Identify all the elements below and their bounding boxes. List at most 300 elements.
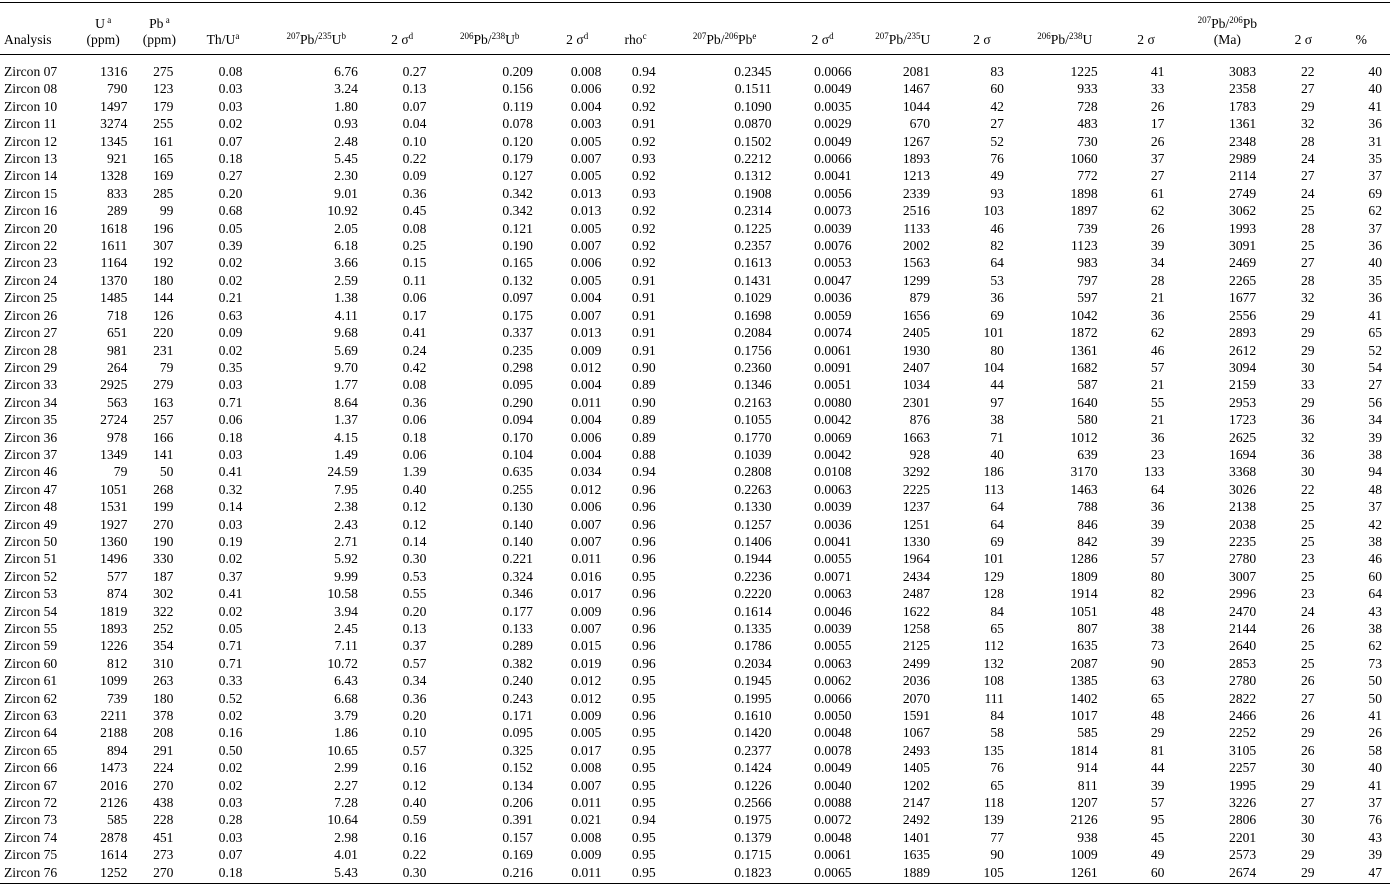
cell-rho: 0.89 <box>631 377 656 393</box>
cell-pb207pb206: 0.1335 <box>734 621 772 636</box>
table-row <box>0 376 1390 393</box>
cell-age68: 1914 <box>1070 586 1098 602</box>
cell-age76: 2989 <box>1229 151 1257 167</box>
cell-analysis: Zircon 50 <box>4 533 58 549</box>
cell-s5: 65 <box>1150 690 1165 706</box>
cell-s3: 0.0051 <box>814 377 852 393</box>
cell-s5: 64 <box>1150 481 1165 497</box>
cell-age75: 1067 <box>902 725 931 741</box>
cell-pb: 354 <box>153 638 174 654</box>
cell-analysis: Zircon 14 <box>4 168 58 184</box>
header-text: Pb/ <box>706 32 725 47</box>
cell-s2: 0.012 <box>570 481 602 497</box>
cell-pb207u235: 2.30 <box>334 168 358 184</box>
cell-age75: 876 <box>909 412 931 428</box>
cell-pb207pb206: 0.1908 <box>734 185 772 201</box>
cell-pb207pb206: 0.2084 <box>734 325 772 341</box>
cell-s2: 0.008 <box>570 64 602 79</box>
cell-pb206u238: 0.157 <box>502 829 533 845</box>
cell-age76: 2556 <box>1229 307 1257 323</box>
cell-s3: 0.0049 <box>814 760 852 776</box>
cell-s5: 26 <box>1150 98 1165 114</box>
cell-pb: 279 <box>153 377 174 393</box>
cell-s1: 0.12 <box>402 777 427 793</box>
cell-s2: 0.011 <box>547 864 607 884</box>
cell-s4: 27 <box>990 116 1004 132</box>
cell-s6: 36 <box>1300 412 1315 428</box>
cell-pb: 196 <box>153 220 174 236</box>
cell-age75: 3292 <box>902 464 931 480</box>
cell-rho: 0.89 <box>631 429 656 445</box>
cell-s1: 0.12 <box>402 516 427 532</box>
cell-s1: 0.20 <box>402 708 427 724</box>
cell-s6: 26 <box>1300 708 1315 724</box>
table-row <box>0 272 1390 289</box>
cell-thu: 0.20 <box>218 185 243 201</box>
cell-s5: 57 <box>1150 359 1165 375</box>
cell-age75: 1401 <box>902 829 931 845</box>
cell-thu: 0.27 <box>218 168 243 184</box>
cell-pb: 123 <box>153 81 174 97</box>
cell-age75: 2125 <box>902 638 931 654</box>
cell-u: 1497 <box>100 98 128 114</box>
cell-analysis: Zircon 25 <box>4 290 58 306</box>
cell-s2: 0.007 <box>570 151 602 167</box>
header-superscript: 235 <box>906 31 921 41</box>
table-row <box>0 481 1390 498</box>
cell-u: 1316 <box>100 64 128 79</box>
cell-pb206u238: 0.095 <box>502 377 533 393</box>
cell-rho: 0.91 <box>631 290 656 306</box>
cell-age68: 1017 <box>1070 708 1098 724</box>
cell-s4: 69 <box>990 533 1004 549</box>
cell-age68: 1898 <box>1070 185 1098 201</box>
cell-s4: 42 <box>990 98 1004 114</box>
cell-u: 1370 <box>100 272 128 288</box>
cell-pb: 252 <box>153 621 174 636</box>
cell-thu: 0.19 <box>218 533 243 549</box>
cell-pb207u235: 7.11 <box>334 638 358 654</box>
cell-s1: 0.40 <box>402 795 427 811</box>
cell-analysis: Zircon 47 <box>4 481 58 497</box>
cell-pb: 257 <box>153 412 174 428</box>
header-superscript: 206 <box>459 31 474 41</box>
cell-pct: 36 <box>1368 116 1382 132</box>
cell-s4: 83 <box>990 64 1004 79</box>
cell-u: 1618 <box>100 220 128 236</box>
cell-pct: 50 <box>1368 673 1382 689</box>
cell-pb207u235: 2.59 <box>334 272 358 288</box>
cell-u: 981 <box>106 342 128 358</box>
cell-s6: 28 <box>1300 272 1315 288</box>
cell-pct: 37 <box>1368 795 1382 811</box>
cell-analysis: Zircon 52 <box>4 568 58 584</box>
cell-s2: 0.007 <box>570 621 602 636</box>
cell-s4: 103 <box>983 203 1004 219</box>
cell-age76: 2348 <box>1229 133 1257 149</box>
header-superscript: 238 <box>1068 31 1083 41</box>
cell-pb207u235: 1.38 <box>334 290 358 306</box>
table-row <box>0 55 1390 81</box>
header-text: Th/U <box>206 32 236 47</box>
cell-pb207pb206: 0.1511 <box>734 81 772 97</box>
cell-age68: 1682 <box>1070 359 1098 375</box>
cell-age75: 2147 <box>902 795 931 811</box>
cell-pb206u238: 0.337 <box>502 325 533 341</box>
cell-pb207pb206: 0.1786 <box>734 638 772 654</box>
cell-age75: 1330 <box>902 533 931 549</box>
column-header-s3 <box>786 3 860 55</box>
cell-pct: 38 <box>1368 446 1382 462</box>
cell-analysis: Zircon 51 <box>4 551 58 567</box>
cell-age76: 2780 <box>1229 673 1257 689</box>
cell-pb207pb206: 0.1945 <box>734 673 772 689</box>
cell-s3: 0.0042 <box>814 412 852 428</box>
cell-s3: 0.0036 <box>814 290 852 306</box>
cell-s3: 0.0071 <box>814 568 852 584</box>
cell-age76: 1723 <box>1229 412 1257 428</box>
cell-pb206u238: 0.325 <box>502 742 533 758</box>
cell-age76: 2138 <box>1229 499 1257 515</box>
cell-analysis: Zircon 35 <box>4 412 58 428</box>
cell-pb207pb206: 0.2163 <box>734 394 772 410</box>
cell-age75: 2405 <box>902 325 931 341</box>
cell-u: 1051 <box>100 481 128 497</box>
cell-s2: 0.009 <box>570 708 602 724</box>
cell-s5: 27 <box>1150 168 1165 184</box>
cell-s1: 0.15 <box>402 255 427 271</box>
cell-s6: 25 <box>1300 533 1315 549</box>
cell-age76: 2822 <box>1229 690 1257 706</box>
cell-age75: 1930 <box>902 342 931 358</box>
cell-s2: 0.017 <box>570 586 602 602</box>
cell-pct: 41 <box>1368 98 1382 114</box>
cell-rho: 0.95 <box>631 760 656 776</box>
cell-s6: 30 <box>1300 464 1315 480</box>
cell-pb207pb206: 0.1406 <box>734 533 772 549</box>
cell-pb: 291 <box>153 742 174 758</box>
header-text: 2 σ <box>391 32 409 47</box>
cell-s3: 0.0062 <box>814 673 852 689</box>
cell-pct: 56 <box>1368 394 1382 410</box>
table-row <box>0 655 1390 672</box>
cell-s1: 0.24 <box>402 342 427 358</box>
cell-age68: 2126 <box>1070 812 1098 828</box>
header-superscript: a <box>235 31 240 41</box>
cell-age75: 2036 <box>902 673 931 689</box>
cell-pb: 220 <box>153 325 174 341</box>
cell-thu: 0.33 <box>218 673 243 689</box>
cell-pb: 228 <box>153 812 174 828</box>
cell-age68: 846 <box>1077 516 1098 532</box>
cell-rho: 0.88 <box>631 446 656 462</box>
table-row <box>0 777 1390 794</box>
cell-pct: 36 <box>1368 290 1382 306</box>
cell-s1: 0.22 <box>402 151 427 167</box>
cell-pb207u235: 24.59 <box>327 464 358 480</box>
cell-analysis: Zircon 29 <box>4 359 58 375</box>
cell-age68: 585 <box>1077 725 1098 741</box>
cell-s5: 61 <box>1150 185 1165 201</box>
cell-age75: 1663 <box>902 429 931 445</box>
cell-s5: 37 <box>1150 151 1165 167</box>
cell-analysis: Zircon 37 <box>4 446 58 462</box>
cell-age75: 1267 <box>902 133 931 149</box>
cell-thu: 0.71 <box>218 655 243 671</box>
cell-pb206u238: 0.171 <box>502 708 533 724</box>
cell-s3: 0.0055 <box>814 638 852 654</box>
cell-s6: 29 <box>1300 725 1315 741</box>
cell-s2: 0.005 <box>570 272 602 288</box>
cell-age68: 1207 <box>1070 795 1098 811</box>
cell-rho: 0.96 <box>631 586 656 602</box>
cell-s6: 24 <box>1300 603 1315 619</box>
cell-pb207pb206: 0.1090 <box>734 98 772 114</box>
table-row <box>0 254 1390 271</box>
cell-analysis: Zircon 08 <box>4 81 58 97</box>
cell-s3: 0.0029 <box>814 116 852 132</box>
cell-thu: 0.03 <box>218 81 243 97</box>
cell-thu: 0.18 <box>218 429 243 445</box>
cell-u: 718 <box>106 307 128 323</box>
header-superscript: 238 <box>491 31 506 41</box>
cell-s2: 0.003 <box>570 116 602 132</box>
cell-age75: 1622 <box>902 603 931 619</box>
cell-s5: 23 <box>1150 446 1165 462</box>
cell-age68: 1897 <box>1070 203 1098 219</box>
cell-s5: 62 <box>1150 325 1165 341</box>
cell-age75: 1258 <box>902 621 931 636</box>
cell-pb206u238: 0.104 <box>502 446 533 462</box>
cell-thu: 0.68 <box>218 203 243 219</box>
cell-pb207pb206: 0.1944 <box>734 551 772 567</box>
zircon-data-table <box>0 2 1390 884</box>
cell-pb207u235: 5.69 <box>334 342 358 358</box>
cell-age68: 1385 <box>1070 673 1098 689</box>
cell-thu: 0.02 <box>218 708 243 724</box>
cell-s5: 39 <box>1150 516 1165 532</box>
cell-s1: 0.37 <box>402 638 427 654</box>
header-unit: (ppm) <box>86 32 120 47</box>
table-row <box>0 202 1390 219</box>
cell-s4: 80 <box>990 342 1004 358</box>
cell-pb207pb206: 0.2212 <box>734 151 772 167</box>
cell-s2: 0.006 <box>570 255 602 271</box>
header-text: U <box>331 32 342 47</box>
cell-age68: 739 <box>1077 220 1098 236</box>
cell-age76: 3105 <box>1229 742 1257 758</box>
cell-s6: 27 <box>1300 255 1315 271</box>
cell-pb207pb206: 0.1346 <box>734 377 772 393</box>
cell-analysis: Zircon 66 <box>4 760 58 776</box>
cell-s4: 77 <box>990 829 1004 845</box>
cell-age75: 1563 <box>902 255 931 271</box>
cell-pb207pb206: 0.1055 <box>734 412 772 428</box>
column-header-pb <box>133 3 185 55</box>
cell-analysis: Zircon 65 <box>4 742 58 758</box>
cell-s5: 81 <box>1150 742 1165 758</box>
cell-s5: 39 <box>1150 238 1165 254</box>
cell-pct: 62 <box>1368 203 1382 219</box>
cell-s5: 48 <box>1150 603 1165 619</box>
cell-thu: 0.03 <box>218 516 243 532</box>
cell-pb: 166 <box>153 429 174 445</box>
cell-age76: 3083 <box>1229 64 1257 79</box>
cell-age75: 2301 <box>902 394 931 410</box>
cell-u: 1496 <box>100 551 128 567</box>
cell-u: 585 <box>106 812 128 828</box>
column-header-pb207pb206 <box>664 3 786 55</box>
cell-age76: 3226 <box>1229 795 1257 811</box>
cell-age75: 2070 <box>902 690 931 706</box>
cell-age75: 2493 <box>902 742 931 758</box>
cell-age75: 1202 <box>902 777 931 793</box>
cell-s3: 0.0065 <box>786 864 860 884</box>
header-text: U <box>1082 32 1093 47</box>
table-row <box>0 133 1390 150</box>
cell-pb: 126 <box>153 307 174 323</box>
cell-s5: 133 <box>1144 464 1165 480</box>
cell-thu: 0.02 <box>218 342 243 358</box>
table-row <box>0 324 1390 341</box>
cell-rho: 0.92 <box>631 203 656 219</box>
cell-s4: 65 <box>990 621 1004 636</box>
header-text: Pb/ <box>888 32 907 47</box>
cell-s3: 0.0091 <box>814 359 852 375</box>
cell-s3: 0.0041 <box>814 533 852 549</box>
cell-pb206u238: 0.130 <box>502 499 533 515</box>
cell-age75: 2225 <box>902 481 931 497</box>
cell-analysis: Zircon 46 <box>4 464 58 480</box>
cell-age76: 3094 <box>1229 359 1257 375</box>
cell-pct: 40 <box>1368 760 1382 776</box>
cell-rho: 0.92 <box>631 220 656 236</box>
table-row <box>0 185 1390 202</box>
cell-pb207u235: 9.01 <box>334 185 358 201</box>
cell-rho: 0.96 <box>631 655 656 671</box>
cell-pb: 50 <box>159 464 174 480</box>
cell-s6: 25 <box>1300 638 1315 654</box>
cell-s2: 0.008 <box>570 760 602 776</box>
cell-s4: 132 <box>983 655 1004 671</box>
cell-s6: 32 <box>1300 290 1315 306</box>
cell-s3: 0.0049 <box>814 133 852 149</box>
cell-s1: 0.30 <box>372 864 432 884</box>
header-text: U <box>95 16 105 31</box>
cell-pb207u235: 7.28 <box>334 795 358 811</box>
cell-s6: 29 <box>1300 98 1315 114</box>
cell-s5: 63 <box>1150 673 1165 689</box>
cell-age68: 772 <box>1077 168 1098 184</box>
cell-s1: 0.57 <box>402 655 427 671</box>
cell-s1: 0.06 <box>402 290 427 306</box>
cell-thu: 0.07 <box>218 133 243 149</box>
header-superscript: d <box>829 31 834 41</box>
cell-s1: 0.08 <box>402 220 427 236</box>
cell-age76: 2235 <box>1229 533 1257 549</box>
header-unit: (Ma) <box>1213 32 1241 47</box>
cell-thu: 0.03 <box>218 377 243 393</box>
cell-age76: 3007 <box>1229 568 1257 584</box>
cell-analysis: Zircon 62 <box>4 690 58 706</box>
cell-thu: 0.52 <box>218 690 243 706</box>
cell-pb207u235: 2.05 <box>334 220 358 236</box>
cell-age75: 1299 <box>902 272 931 288</box>
cell-pb: 273 <box>153 847 174 863</box>
cell-u: 1819 <box>100 603 128 619</box>
cell-pb207pb206: 0.2220 <box>734 586 772 602</box>
cell-thu: 0.18 <box>218 151 243 167</box>
cell-u: 264 <box>106 359 128 375</box>
cell-pb: 169 <box>153 168 174 184</box>
cell-s2: 0.004 <box>570 290 602 306</box>
cell-s6: 33 <box>1300 377 1315 393</box>
cell-pb: 79 <box>159 359 174 375</box>
cell-s5: 90 <box>1150 655 1165 671</box>
table-row <box>0 846 1390 863</box>
cell-analysis: Zircon 27 <box>4 325 58 341</box>
cell-pb: 187 <box>153 568 174 584</box>
cell-s6: 25 <box>1300 516 1315 532</box>
cell-rho: 0.96 <box>631 603 656 619</box>
cell-age75: 1251 <box>902 516 931 532</box>
cell-s2: 0.013 <box>570 185 602 201</box>
cell-rho: 0.90 <box>631 359 656 375</box>
cell-thu: 0.02 <box>218 551 243 567</box>
table-row <box>0 533 1390 550</box>
cell-pct: 38 <box>1368 621 1382 636</box>
cell-s3: 0.0063 <box>814 655 852 671</box>
table-row <box>0 307 1390 324</box>
cell-pb207u235: 3.24 <box>334 81 358 97</box>
cell-s4: 49 <box>990 168 1004 184</box>
cell-age76: 3091 <box>1229 238 1257 254</box>
cell-age75: 2407 <box>902 359 931 375</box>
cell-u: 1614 <box>100 847 128 863</box>
cell-s6: 25 <box>1300 655 1315 671</box>
cell-thu: 0.03 <box>218 98 243 114</box>
cell-thu: 0.02 <box>218 603 243 619</box>
cell-analysis: Zircon 59 <box>4 638 58 654</box>
cell-s3: 0.0041 <box>814 168 852 184</box>
cell-s2: 0.034 <box>570 464 602 480</box>
cell-rho: 0.95 <box>631 725 656 741</box>
cell-s1: 0.13 <box>402 621 427 636</box>
cell-s1: 0.04 <box>402 116 427 132</box>
cell-analysis: Zircon 20 <box>4 220 58 236</box>
cell-s2: 0.017 <box>570 742 602 758</box>
cell-analysis: Zircon 15 <box>4 185 58 201</box>
cell-pb207pb206: 0.1379 <box>734 829 772 845</box>
cell-age68: 788 <box>1077 499 1098 515</box>
cell-u: 563 <box>106 394 128 410</box>
cell-age76: 2806 <box>1229 812 1257 828</box>
cell-s2: 0.012 <box>570 673 602 689</box>
cell-rho: 0.91 <box>631 325 656 341</box>
table-row <box>0 794 1390 811</box>
cell-u: 739 <box>106 690 128 706</box>
cell-s5: 57 <box>1150 795 1165 811</box>
cell-s6: 30 <box>1300 829 1315 845</box>
cell-age76: 2640 <box>1229 638 1257 654</box>
table-row <box>0 811 1390 828</box>
cell-s6: 27 <box>1300 81 1315 97</box>
cell-pb206u238: 0.097 <box>502 290 533 306</box>
column-header-age76 <box>1180 3 1274 55</box>
cell-s3: 0.0066 <box>814 690 852 706</box>
cell-s4: 113 <box>984 481 1004 497</box>
cell-age76: 2853 <box>1229 655 1257 671</box>
